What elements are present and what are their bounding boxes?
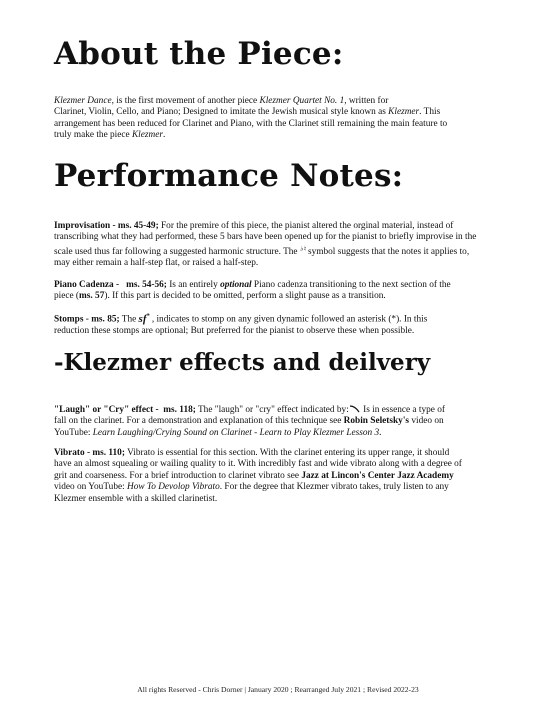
fall-mark-icon bbox=[349, 405, 361, 414]
flat-natural-symbol: ♭♮ bbox=[299, 244, 306, 253]
improvisation-note: Improvisation - ms. 45-49; For the premire of this piece, the pianist altered the orginal material, instead of transcribing what they had performed, these 5 bars have been opened up for the pianist to briefly improvise in the scale used thus far following a suggested harmonic structure. The ♭♮ symbol suggests that the notes it applies to, may either remain a half-step flat, or raised a half-step. bbox=[54, 221, 477, 269]
cadenza-label: Piano Cadenza - bbox=[54, 280, 120, 290]
about-paragraph: Klezmer Dance, is the first movement of another piece Klezmer Quartet No. 1, written for Clarinet, Violin, Cello, and Piano; Designed to imitate the Jewish musical style known as Klezmer. This arrangement has been reduced for Clarinet and Piano, with the Clarinet still remaining the main feature to truly make the piece Klezmer. bbox=[54, 96, 448, 141]
vibrato-video-title: How To Devolop Vibrato bbox=[127, 482, 220, 493]
quartet-title: Klezmer Quartet No. 1 bbox=[259, 96, 345, 106]
stomps-label: Stomps - ms. 85; bbox=[54, 314, 120, 325]
klezmer-effects-heading: -Klezmer effects and deilvery bbox=[54, 349, 431, 376]
copyright-footer: All rights Reserved - Chris Dorner | January 2020 ; Rearranged July 2021 ; Revised 2022-23 bbox=[137, 685, 419, 694]
sforzando-symbol: sf* bbox=[138, 312, 150, 325]
about-heading: About the Piece: bbox=[54, 36, 344, 72]
laugh-video-title: Learn Laughing/Crying Sound on Clarinet - Learn to Play Klezmer Lesson 3 bbox=[92, 427, 380, 438]
vibrato-label: Vibrato - ms. 110; bbox=[54, 448, 125, 458]
laugh-cry-note: "Laugh" or "Cry" effect - ms. 118; The "laugh" or "cry" effect indicated by: Is in essence a type of fall on the clarinet. For a demonstration and explanation of this technique see Robin Seletsky's video on YouTube: Learn Laughing/Crying Sound on Clarinet - Learn to Play Klezmer Lesson 3. bbox=[54, 405, 445, 438]
laugh-cry-label: "Laugh" or "Cry" effect - bbox=[54, 405, 159, 415]
improvisation-label: Improvisation - ms. 45-49; bbox=[54, 221, 159, 231]
vibrato-note: Vibrato - ms. 110; Vibrato is essential for this section. With the clarinet entering its upper range, it should have an almost squealing or wailing quality to it. With incredibly fast and wide vibrato along with a degree of grit and coarseness. For a brief introduction to clarinet vibrato see Jazz at Lincon's Center Jazz Academy video on YouTube: How To Devolop Vibrato. For the degree that Klezmer vibrato takes, truly listen to any Klezmer ensemble with a skilled clarinetist. bbox=[54, 448, 462, 504]
academy-name: Jazz at Lincon's Center Jazz Academy bbox=[301, 470, 454, 481]
piano-cadenza-note: Piano Cadenza - ms. 54-56; Is an entirely optional Piano cadenza transitioning to the next section of the piece (ms. 57). If this part is decided to be omitted, perform a slight pause as a transition. bbox=[54, 280, 451, 302]
artist-name: Robin Seletsky's bbox=[343, 416, 410, 427]
stomps-note: Stomps - ms. 85; The sf* , indicates to stomp on any given dynamic followed an asterisk (*). In this reduction these stomps are optional; But preferred for the pianist to observe these when possible. bbox=[54, 312, 428, 337]
performance-notes-heading: Performance Notes: bbox=[54, 158, 404, 194]
piece-title: Klezmer Dance bbox=[54, 96, 112, 106]
